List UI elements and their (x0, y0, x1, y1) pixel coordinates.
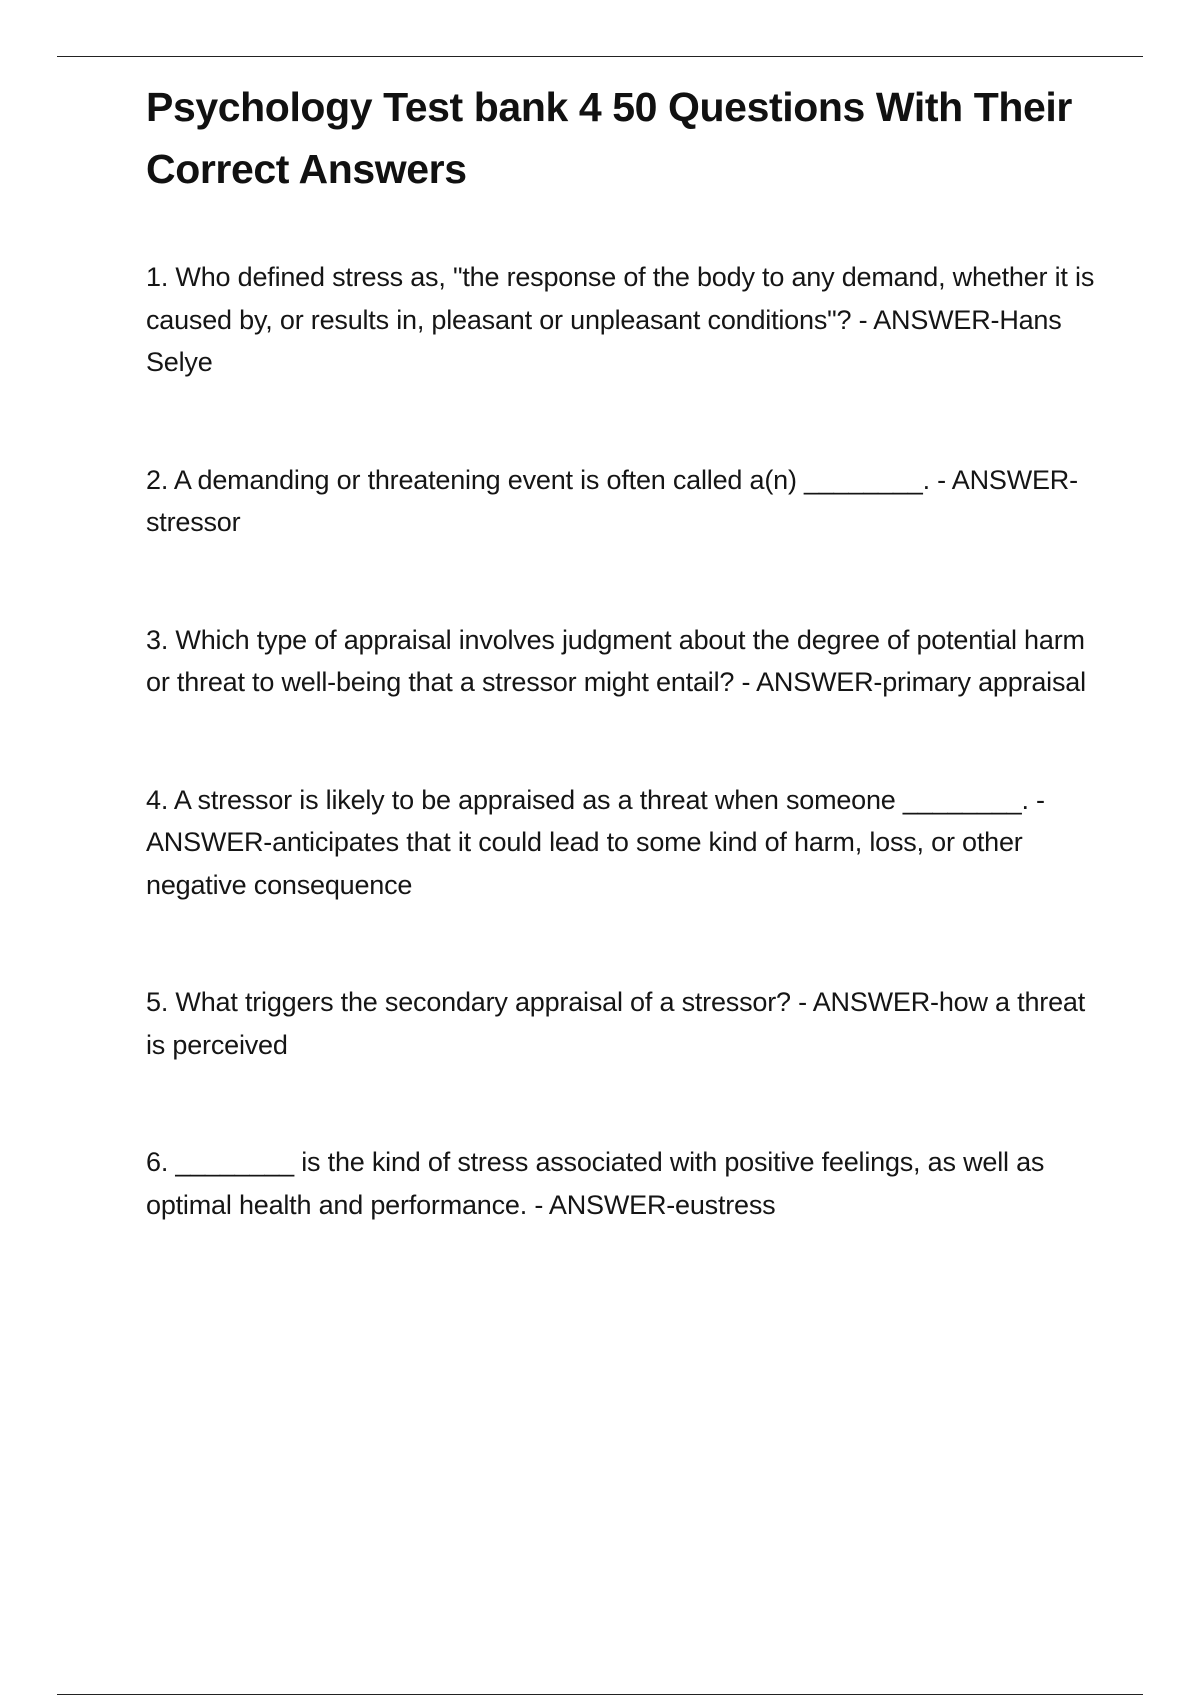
question-list (146, 256, 1106, 1226)
question-item-5: 5. What triggers the secondary appraisal of a stressor? - ANSWER-how a threat is perceived (146, 987, 1086, 1060)
document-title: Psychology Test bank 4 50 Questions With Their Correct Answers (146, 84, 1072, 192)
question-item-4: 4. A stressor is likely to be appraised as a threat when someone ________. - ANSWER-anticipates that it could lead to some kind of harm, loss, or other negative consequence (146, 784, 1045, 900)
question-item-2: 2. A demanding or threatening event is often called a(n) ________. - ANSWER-stressor (146, 464, 1078, 537)
top-divider (57, 56, 1143, 57)
bottom-divider (57, 1694, 1143, 1695)
question-item-1: 1. Who defined stress as, "the response of the body to any demand, whether it is caused by, or results in, pleasant or unpleasant conditions"? - ANSWER-Hans Selye (146, 262, 1095, 377)
question-item-6: 6. ________ is the kind of stress associated with positive feelings, as well as optimal health and performance. - ANSWER-eustress (146, 1147, 1045, 1220)
document-content (146, 76, 1106, 1226)
question-item-3: 3. Which type of appraisal involves judgment about the degree of potential harm or threat to well-being that a stressor might entail? - ANSWER-primary appraisal (146, 624, 1086, 697)
